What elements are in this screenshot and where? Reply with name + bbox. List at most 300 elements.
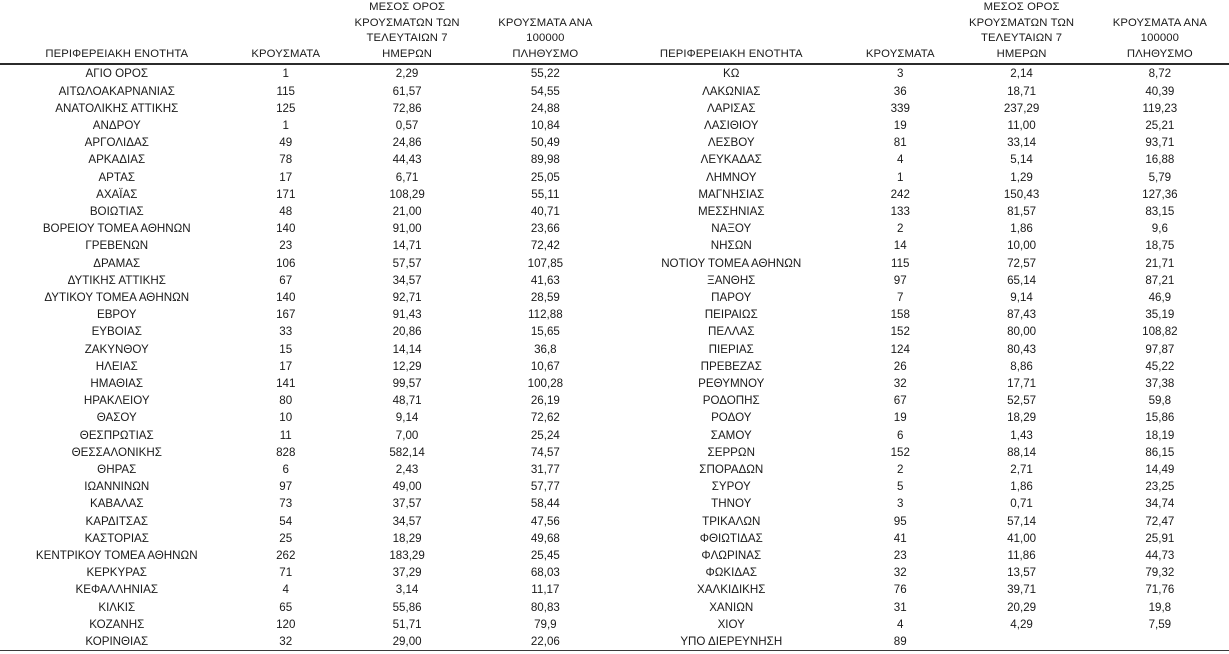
cell-region: ΠΡΕΒΕΖΑΣ [700,359,762,373]
cell-per100k: 24,88 [530,101,560,115]
cell-cases: 4 [282,583,289,597]
cell-region: ΥΠΟ ΔΙΕΡΕΥΝΗΣΗ [615,633,849,651]
table-row [0,186,615,203]
cell-per100k: 11,17 [531,583,560,597]
cell-avg7: 150,43 [1003,187,1040,201]
right-header-avg7-line3: ΤΕΛΕΥΤΑΙΩΝ 7 ΗΜΕΡΩΝ [981,32,1063,60]
cell-region: ΛΕΣΒΟΥ [707,136,755,150]
cell-per100k: 19,8 [1148,600,1172,614]
cell-avg7: 9,14 [395,411,419,425]
cell-avg7: 2,29 [395,67,419,81]
cell-avg7: 14,14 [392,342,422,356]
cell-cases: 1 [897,170,904,184]
cell-cases: 48 [279,205,293,218]
table-row [0,272,615,289]
cell-per100k: 119,23 [1142,101,1178,115]
table-row [615,220,1229,237]
table-row [0,478,615,495]
cell-per100k: 57,77 [530,480,560,494]
cell-avg7: 12,29 [392,359,422,373]
cell-per100k: 25,05 [530,170,560,184]
left-header-region: ΠΕΡΙΦΕΡΕΙΑΚΗ ΕΝΟΤΗΤΑ [0,0,234,64]
cell-avg7: 91,43 [392,308,422,322]
cell-per100k: 72,47 [1145,514,1175,528]
cell-per100k: 15,86 [1145,411,1175,425]
table-row [0,444,615,461]
cell-cases: 89 [848,633,952,651]
cell-avg7: 21,00 [392,205,422,218]
table-row [615,186,1229,203]
cell-avg7: 1,86 [1010,222,1033,236]
cell-region: ΕΒΡΟΥ [96,308,137,322]
table-row [615,169,1229,186]
cell-cases: 19 [893,411,907,425]
cell-per100k: 10,67 [530,359,560,373]
cell-region: ΛΗΜΝΟΥ [705,170,757,184]
table-row [615,392,1229,409]
cell-cases: 19 [893,118,907,132]
cell-per100k: 7,59 [1148,617,1172,631]
left-header-cases: ΚΡΟΥΣΜΑΤΑ [234,0,338,64]
cell-avg7: 6,71 [395,170,419,184]
cell-per100k: 54,55 [530,84,560,98]
cell-cases: 10 [279,411,293,425]
cell-avg7: 55,86 [392,600,422,614]
left-data-table [0,0,615,651]
cell-per100k: 58,44 [530,497,560,511]
cell-avg7: 11,00 [1007,118,1036,132]
cell-per100k: 87,21 [1145,273,1175,287]
cell-avg7: 52,57 [1007,394,1037,408]
table-row [615,461,1229,478]
cell-cases: 171 [276,187,296,201]
cell-region: ΔΥΤΙΚΟΥ ΤΟΜΕΑ ΑΘΗΝΩΝ [44,291,190,305]
cell-cases: 67 [893,394,907,408]
cell-per100k: 41,63 [530,273,560,287]
cell-cases: 242 [890,187,910,201]
cell-region: ΡΟΔΟΠΗΣ [702,394,760,408]
table-row [615,237,1229,254]
cell-per100k: 107,85 [527,256,564,270]
table-row [615,358,1229,375]
cell-avg7: 3,14 [395,583,419,597]
table-row [0,341,615,358]
cell-region: ΙΩΑΝΝΙΝΩΝ [84,480,150,494]
cell-region: ΑΡΓΟΛΙΔΑΣ [84,136,149,150]
cell-per100k: 80,83 [530,600,560,614]
cell-avg7: 33,14 [1007,136,1037,150]
cell-per100k: 44,73 [1145,549,1175,563]
cell-cases: 3 [897,497,904,511]
cell-per100k: 37,38 [1145,377,1175,391]
cell-avg7: 65,14 [1007,273,1037,287]
cell-cases: 339 [890,101,910,115]
cell-region: ΣΥΡΟΥ [711,480,751,494]
cell-region: ΑΡΚΑΔΙΑΣ [88,153,146,167]
cell-per100k: 15,65 [530,325,560,339]
right-header-region: ΠΕΡΙΦΕΡΕΙΑΚΗ ΕΝΟΤΗΤΑ [615,0,849,64]
cell-avg7: 72,57 [1007,256,1037,270]
cell-cases: 17 [279,359,293,373]
cell-per100k: 49,68 [530,531,560,545]
cell-avg7: 183,29 [389,549,425,563]
table-row [0,581,615,598]
table-row [0,564,615,581]
table-row [0,530,615,547]
cell-region: ΣΑΜΟΥ [710,428,752,442]
right-header-cases: ΚΡΟΥΣΜΑΤΑ [848,0,952,64]
cell-cases: 97 [893,273,907,287]
cell-per100k: 100,28 [527,377,564,391]
cell-avg7: 4,29 [1010,617,1033,631]
cell-per100k: 74,57 [530,445,560,459]
cell-cases: 31 [893,600,907,614]
cell-cases: 25 [279,531,293,545]
cell-region: ΔΡΑΜΑΣ [93,256,141,270]
left-table-body [0,64,615,650]
cell-region: ΚΩ [723,67,740,81]
table-row [0,495,615,512]
table-row [615,495,1229,512]
cell-per100k: 23,66 [530,222,560,236]
cell-cases: 15 [279,342,293,356]
cell-cases: 11 [279,428,292,442]
table-row [615,513,1229,530]
cell-region: ΦΛΩΡΙΝΑΣ [701,549,762,563]
cell-cases: 78 [279,153,293,167]
table-row [615,581,1229,598]
cell-cases: 81 [893,136,907,150]
cell-cases: 125 [276,101,296,115]
table-row [615,341,1229,358]
cell-per100k: 31,77 [530,463,560,477]
cell-region: ΚΑΡΔΙΤΣΑΣ [85,514,148,528]
cell-avg7: 1,29 [1010,170,1033,184]
cell-region: ΒΟΙΩΤΙΑΣ [89,205,144,218]
cell-region: ΚΕΝΤΡΙΚΟΥ ΤΟΜΕΑ ΑΘΗΝΩΝ [35,549,198,563]
cell-avg7: 20,86 [392,325,422,339]
cell-region: ΔΥΤΙΚΗΣ ΑΤΤΙΚΗΣ [67,273,166,287]
cell-avg7: 88,14 [1007,445,1037,459]
cell-per100k: 25,45 [530,549,560,563]
table-row [0,306,615,323]
cell-region: ΑΓΙΟ ΟΡΟΣ [85,67,149,81]
cell-per100k: 10,84 [530,118,560,132]
cell-cases: 14 [893,239,907,253]
cell-cases: 26 [893,359,907,373]
cell-cases: 65 [279,600,293,614]
left-header-per100k-line1: ΚΡΟΥΣΜΑΤΑ ΑΝΑ 100000 [498,16,593,45]
cell-region: ΘΕΣΣΑΛΟΝΙΚΗΣ [71,445,162,459]
cell-region: ΑΝΔΡΟΥ [92,118,141,132]
cell-cases: 32 [234,633,338,651]
table-row [615,272,1229,289]
cell-region: ΧΙΟΥ [717,617,745,631]
cell-per100k: 127,36 [1142,187,1178,201]
cell-region: ΑΧΑΪΑΣ [96,187,138,201]
cell-per100k: 112,88 [528,308,563,322]
left-header-avg7 [338,0,476,64]
cell-region: ΜΑΓΝΗΣΙΑΣ [698,187,765,201]
table-row [0,375,615,392]
cell-region: ΠΕΙΡΑΙΩΣ [704,308,758,322]
cell-per100k: 9,6 [1151,222,1168,236]
table-row [615,151,1229,168]
cell-per100k: 21,71 [1145,256,1175,270]
table-row [0,461,615,478]
cell-cases: 3 [897,67,904,81]
cell-cases: 23 [893,549,907,563]
right-table-body [615,64,1229,650]
table-row [0,392,615,409]
table-row [0,358,615,375]
cell-cases: 76 [893,583,907,597]
cell-avg7: 18,71 [1007,84,1037,98]
cell-per100k: 86,15 [1145,445,1175,459]
left-header-per100k-line2: ΠΛΗΘΥΣΜΟ [512,47,579,60]
cell-region: ΝΑΞΟΥ [711,222,752,236]
cell-avg7: 34,57 [392,514,422,528]
cell-region: ΚΙΛΚΙΣ [98,600,136,614]
cell-region: ΚΕΡΚΥΡΑΣ [86,566,147,580]
cell-avg7: 81,57 [1007,205,1037,218]
table-row [615,255,1229,272]
cell-cases: 4 [897,153,904,167]
cell-avg7: 29,00 [338,633,476,651]
table-row [615,564,1229,581]
cell-region: ΣΕΡΡΩΝ [707,445,755,459]
right-header-avg7-line1: ΜΕΣΟΣ ΟΡΟΣ [983,1,1060,13]
cell-per100k: 18,19 [1145,428,1175,442]
right-table-header [615,0,1229,64]
cell-avg7: 13,57 [1007,566,1037,580]
cell-per100k: 40,39 [1145,84,1175,98]
cell-per100k: 108,82 [1142,325,1178,339]
left-header-avg7-line3: ΤΕΛΕΥΤΑΙΩΝ 7 ΗΜΕΡΩΝ [366,32,448,60]
cell-cases: 140 [276,291,296,305]
cell-per100k: 45,22 [1145,359,1175,373]
cell-avg7 [952,633,1090,651]
cell-per100k: 93,71 [1145,136,1175,150]
cell-avg7: 24,86 [392,136,422,150]
cell-region: ΛΑΣΙΘΙΟΥ [704,118,759,132]
cell-avg7: 5,14 [1010,153,1033,167]
cell-region: ΡΕΘΥΜΝΟΥ [698,377,765,391]
cell-per100k: 23,25 [1145,480,1175,494]
cell-cases: 141 [276,377,296,391]
cell-region: ΒΟΡΕΙΟΥ ΤΟΜΕΑ ΑΘΗΝΩΝ [42,222,191,236]
cell-per100k: 59,8 [1148,394,1172,408]
table-row [0,599,615,616]
cell-avg7: 80,00 [1007,325,1037,339]
cell-cases: 5 [897,480,904,494]
cell-region: ΤΗΝΟΥ [711,497,752,511]
cell-avg7: 8,86 [1010,359,1033,373]
cell-avg7: 9,14 [1010,291,1033,305]
table-row [615,409,1229,426]
cell-region: ΑΝΑΤΟΛΙΚΗΣ ΑΤΤΙΚΗΣ [55,101,179,115]
cell-region: ΣΠΟΡΑΔΩΝ [699,463,764,477]
table-row [0,134,615,151]
table-row [615,599,1229,616]
cell-cases: 115 [891,256,910,270]
right-header-avg7-line2: ΚΡΟΥΣΜΑΤΩΝ ΤΩΝ [968,16,1075,29]
cell-per100k: 72,62 [530,411,560,425]
cell-per100k: 25,24 [530,428,560,442]
table-row [0,323,615,340]
table-row [0,289,615,306]
cell-per100k: 55,22 [530,67,560,81]
cell-avg7: 582,14 [389,445,425,459]
cell-cases: 95 [893,514,907,528]
cell-region: ΠΙΕΡΙΑΣ [708,342,754,356]
cell-avg7: 37,57 [392,497,422,511]
cell-per100k: 79,9 [534,617,557,631]
cell-cases: 36 [893,84,907,98]
table-row [0,100,615,117]
cell-avg7: 2,43 [395,463,419,477]
cell-cases: 115 [276,84,295,98]
cell-cases: 140 [276,222,296,236]
table-row [0,117,615,134]
cell-cases: 1 [282,118,289,132]
cell-avg7: 14,71 [392,239,422,253]
cell-cases: 73 [279,497,293,511]
cell-avg7: 44,43 [392,153,422,167]
table-row [615,530,1229,547]
cell-cases: 133 [890,205,910,218]
table-row [615,100,1229,117]
cell-avg7: 1,86 [1010,480,1033,494]
table-row [0,83,615,100]
cell-avg7: 18,29 [1007,411,1037,425]
cell-avg7: 34,57 [392,273,422,287]
cell-cases: 158 [890,308,910,322]
cell-per100k: 8,72 [1148,67,1172,81]
cell-region: ΚΕΦΑΛΛΗΝΙΑΣ [75,583,158,597]
cell-cases: 1 [282,67,289,81]
cell-cases: 6 [282,463,289,477]
cell-region: ΖΑΚΥΝΘΟΥ [84,342,149,356]
table-row [615,547,1229,564]
cell-avg7: 80,43 [1007,342,1037,356]
table-row [615,64,1229,82]
cell-avg7: 2,71 [1010,463,1033,477]
cell-cases: 33 [279,325,293,339]
cell-avg7: 10,00 [1007,239,1037,253]
cell-per100k: 46,9 [1148,291,1172,305]
cell-region: ΧΑΛΚΙΔΙΚΗΣ [697,583,766,597]
cell-cases: 17 [279,170,293,184]
cell-avg7: 91,00 [392,222,422,236]
table-row [0,220,615,237]
table-row [615,306,1229,323]
table-row [0,169,615,186]
table-row [0,64,615,82]
table-row [0,547,615,564]
cell-per100k: 47,56 [530,514,560,528]
cell-region: ΘΑΣΟΥ [96,411,137,425]
table-row [0,151,615,168]
cell-per100k: 34,74 [1145,497,1175,511]
cell-cases: 49 [279,136,293,150]
cell-region: ΘΕΣΠΡΩΤΙΑΣ [79,428,154,442]
cell-cases: 7 [897,291,904,305]
cell-region: ΡΟΔΟΥ [711,411,752,425]
cell-region: ΠΑΡΟΥ [711,291,752,305]
cell-avg7: 57,14 [1007,514,1037,528]
cell-per100k: 25,21 [1145,118,1175,132]
right-data-table [615,0,1229,651]
cell-avg7: 37,29 [392,566,422,580]
cell-per100k: 55,11 [531,187,560,201]
cell-per100k: 79,32 [1145,566,1175,580]
table-row [0,237,615,254]
cell-cases: 152 [890,445,910,459]
table-row [615,117,1229,134]
cell-avg7: 92,71 [392,291,422,305]
cell-avg7: 17,71 [1007,377,1037,391]
cell-region: ΛΑΡΙΣΑΣ [707,101,756,115]
cell-avg7: 237,29 [1003,101,1040,115]
cell-per100k: 83,15 [1145,205,1175,218]
table-row [615,323,1229,340]
cell-cases: 152 [890,325,910,339]
cell-avg7: 0,57 [395,118,419,132]
cell-cases: 2 [897,222,904,236]
cell-avg7: 39,71 [1007,583,1037,597]
cell-region: ΤΡΙΚΑΛΩΝ [702,514,761,528]
cell-per100k: 50,49 [530,136,560,150]
cell-region: ΓΡΕΒΕΝΩΝ [85,239,149,253]
cell-per100k: 72,42 [530,239,560,253]
cell-cases: 2 [897,463,904,477]
cell-avg7: 1,43 [1010,428,1033,442]
table-row [0,427,615,444]
cell-region: ΗΡΑΚΛΕΙΟΥ [83,394,150,408]
table-row [615,478,1229,495]
cell-avg7: 2,14 [1010,67,1033,81]
cell-cases: 32 [893,566,907,580]
table-row [0,203,615,220]
cell-region: ΧΑΝΙΩΝ [709,600,754,614]
cell-avg7: 61,57 [392,84,422,98]
cell-avg7: 99,57 [392,377,422,391]
cell-region: ΚΟΡΙΝΘΙΑΣ [0,633,234,651]
cell-per100k: 5,79 [1148,170,1172,184]
left-table-header [0,0,615,64]
cell-region: ΝΗΣΩΝ [710,239,752,253]
cell-per100k: 89,98 [530,153,560,167]
table-row [615,375,1229,392]
cell-cases: 262 [276,549,296,563]
cell-region: ΦΩΚΙΔΑΣ [705,566,758,580]
cell-cases: 67 [279,273,293,287]
cell-per100k: 68,03 [530,566,560,580]
cell-avg7: 41,00 [1007,531,1037,545]
cell-per100k: 97,87 [1145,342,1175,356]
cell-per100k: 28,59 [530,291,560,305]
cell-cases: 120 [276,617,296,631]
cell-cases: 32 [893,377,907,391]
table-row [615,616,1229,633]
table-row [615,427,1229,444]
cell-region: ΑΙΤΩΛΟΑΚΑΡΝΑΝΙΑΣ [58,84,175,98]
right-header-per100k [1091,0,1229,64]
left-header-avg7-line2: ΚΡΟΥΣΜΑΤΩΝ ΤΩΝ [354,16,460,29]
right-table-panel [615,0,1229,654]
cell-cases: 124 [890,342,910,356]
